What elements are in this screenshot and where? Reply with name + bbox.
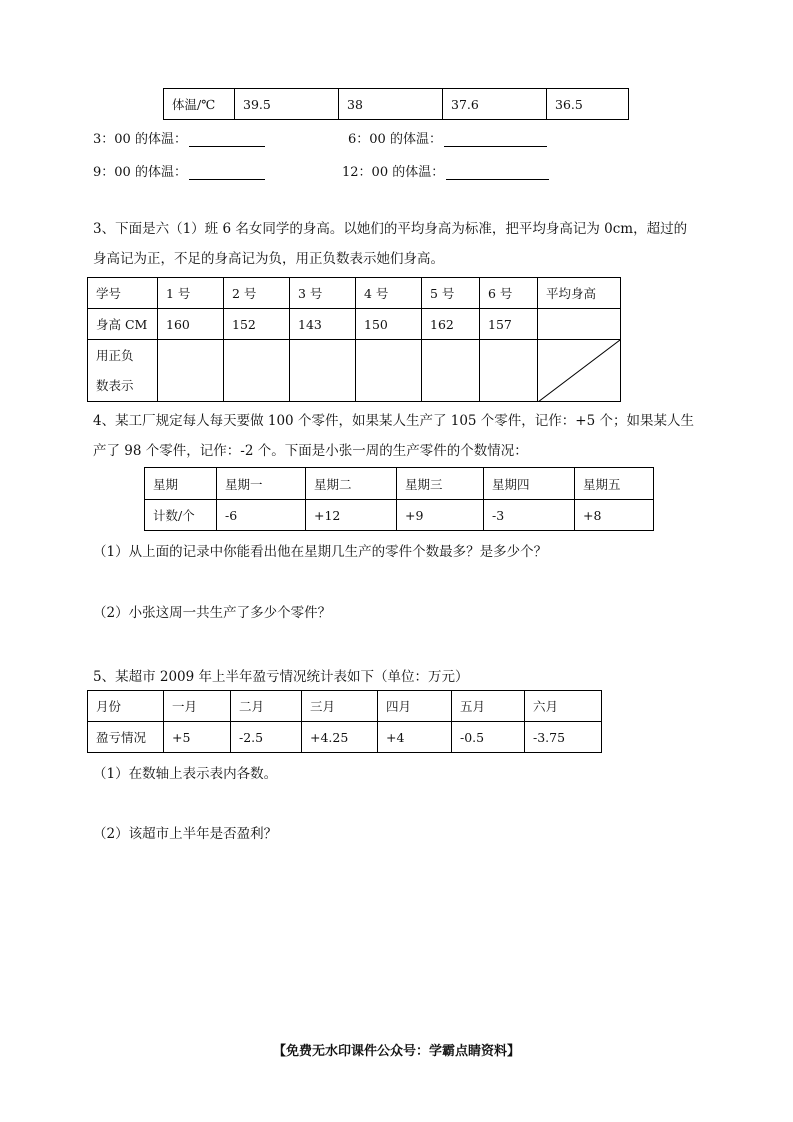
value-cell: +4.25 — [302, 722, 378, 753]
header-cell: 六月 — [525, 691, 602, 722]
header-cell: 一月 — [164, 691, 231, 722]
header-cell: 3 号 — [290, 278, 356, 309]
answer-cell[interactable] — [158, 340, 224, 402]
value-cell: +5 — [164, 722, 231, 753]
temp-question-12: 12：00 的体温： — [342, 161, 549, 180]
temp-question-3: 3：00 的体温： — [93, 128, 265, 147]
row-label-cell: 盈亏情况 — [88, 722, 164, 753]
value-cell: -3.75 — [525, 722, 602, 753]
row-label-cell: 身高 CM — [88, 309, 158, 340]
header-cell: 2 号 — [224, 278, 290, 309]
section4-question-2: （2）小张这周一共生产了多少个零件？ — [93, 605, 332, 621]
header-cell: 星期一 — [217, 468, 306, 500]
answer-blank[interactable] — [444, 133, 547, 147]
header-cell: 四月 — [378, 691, 452, 722]
section5-text: 5、某超市 2009 年上半年盈亏情况统计表如下（单位：万元） — [93, 669, 469, 685]
answer-cell[interactable] — [422, 340, 480, 402]
value-cell: +12 — [306, 500, 397, 531]
height-cell: 160 — [158, 309, 224, 340]
height-cell: 143 — [290, 309, 356, 340]
value-cell: -6 — [217, 500, 306, 531]
header-cell: 三月 — [302, 691, 378, 722]
header-cell: 4 号 — [356, 278, 422, 309]
temp-label-cell: 体温/℃ — [164, 89, 235, 120]
header-cell: 星期四 — [484, 468, 575, 500]
header-cell: 星期二 — [306, 468, 397, 500]
answer-blank[interactable] — [189, 133, 265, 147]
section4-question-1: （1）从上面的记录中你能看出他在星期几生产的零件个数最多？是多少个？ — [93, 544, 548, 560]
table-row — [88, 340, 621, 402]
height-cell: 157 — [480, 309, 538, 340]
header-cell: 二月 — [231, 691, 302, 722]
header-cell: 平均身高 — [538, 278, 621, 309]
table-row — [88, 278, 621, 309]
table-row — [88, 691, 602, 722]
diagonal-cell — [538, 340, 621, 402]
temp-question-9: 9：00 的体温： — [93, 161, 265, 180]
header-cell: 星期五 — [575, 468, 654, 500]
value-cell: -2.5 — [231, 722, 302, 753]
value-cell: +8 — [575, 500, 654, 531]
temp-value-cell: 36.5 — [547, 89, 629, 120]
answer-cell[interactable] — [356, 340, 422, 402]
temp-value-cell: 38 — [339, 89, 443, 120]
profit-table — [87, 690, 602, 753]
value-cell: +9 — [397, 500, 484, 531]
value-cell: -0.5 — [452, 722, 525, 753]
answer-cell[interactable] — [224, 340, 290, 402]
temp-value-cell: 39.5 — [235, 89, 339, 120]
height-cell: 152 — [224, 309, 290, 340]
section5-question-2: （2）该超市上半年是否盈利？ — [93, 826, 278, 842]
row-label-cell: 用正负 数表示 — [88, 340, 158, 402]
height-cell: 162 — [422, 309, 480, 340]
temp-question-6: 6：00 的体温： — [348, 128, 547, 147]
temp-value-cell: 37.6 — [443, 89, 547, 120]
height-cell: 150 — [356, 309, 422, 340]
header-cell: 1 号 — [158, 278, 224, 309]
header-cell: 五月 — [452, 691, 525, 722]
answer-cell[interactable] — [290, 340, 356, 402]
section5-question-1: （1）在数轴上表示表内各数。 — [93, 766, 278, 782]
row-label-cell: 计数/个 — [145, 500, 217, 531]
height-cell — [538, 309, 621, 340]
answer-cell[interactable] — [480, 340, 538, 402]
header-cell: 月份 — [88, 691, 164, 722]
header-cell: 星期 — [145, 468, 217, 500]
answer-blank[interactable] — [189, 166, 265, 180]
header-cell: 5 号 — [422, 278, 480, 309]
diagonal-line — [538, 340, 620, 402]
section3-text: 3、下面是六（1）班 6 名女同学的身高。以她们的平均身高为标准，把平均身高记为 0cm，超过的 身高记为正，不足的身高记为负，用正负数表示她们身高。 — [93, 221, 688, 267]
table-row — [145, 500, 654, 531]
value-cell: +4 — [378, 722, 452, 753]
height-table — [87, 277, 621, 402]
header-cell: 星期三 — [397, 468, 484, 500]
parts-table — [144, 467, 654, 531]
answer-blank[interactable] — [446, 166, 549, 180]
footer-note: 【免费无水印课件公众号：学霸点睛资料】 — [272, 1044, 520, 1059]
header-cell: 学号 — [88, 278, 158, 309]
table-row — [88, 722, 602, 753]
section4-text: 4、某工厂规定每人每天要做 100 个零件，如果某人生产了 105 个零件，记作：+5 个；如果某人生 产了 98 个零件，记作：-2 个。下面是小张一周的生产零件的个数情况： — [93, 413, 694, 459]
value-cell: -3 — [484, 500, 575, 531]
table-row — [88, 309, 621, 340]
header-cell: 6 号 — [480, 278, 538, 309]
temperature-table — [163, 88, 629, 120]
table-row — [145, 468, 654, 500]
